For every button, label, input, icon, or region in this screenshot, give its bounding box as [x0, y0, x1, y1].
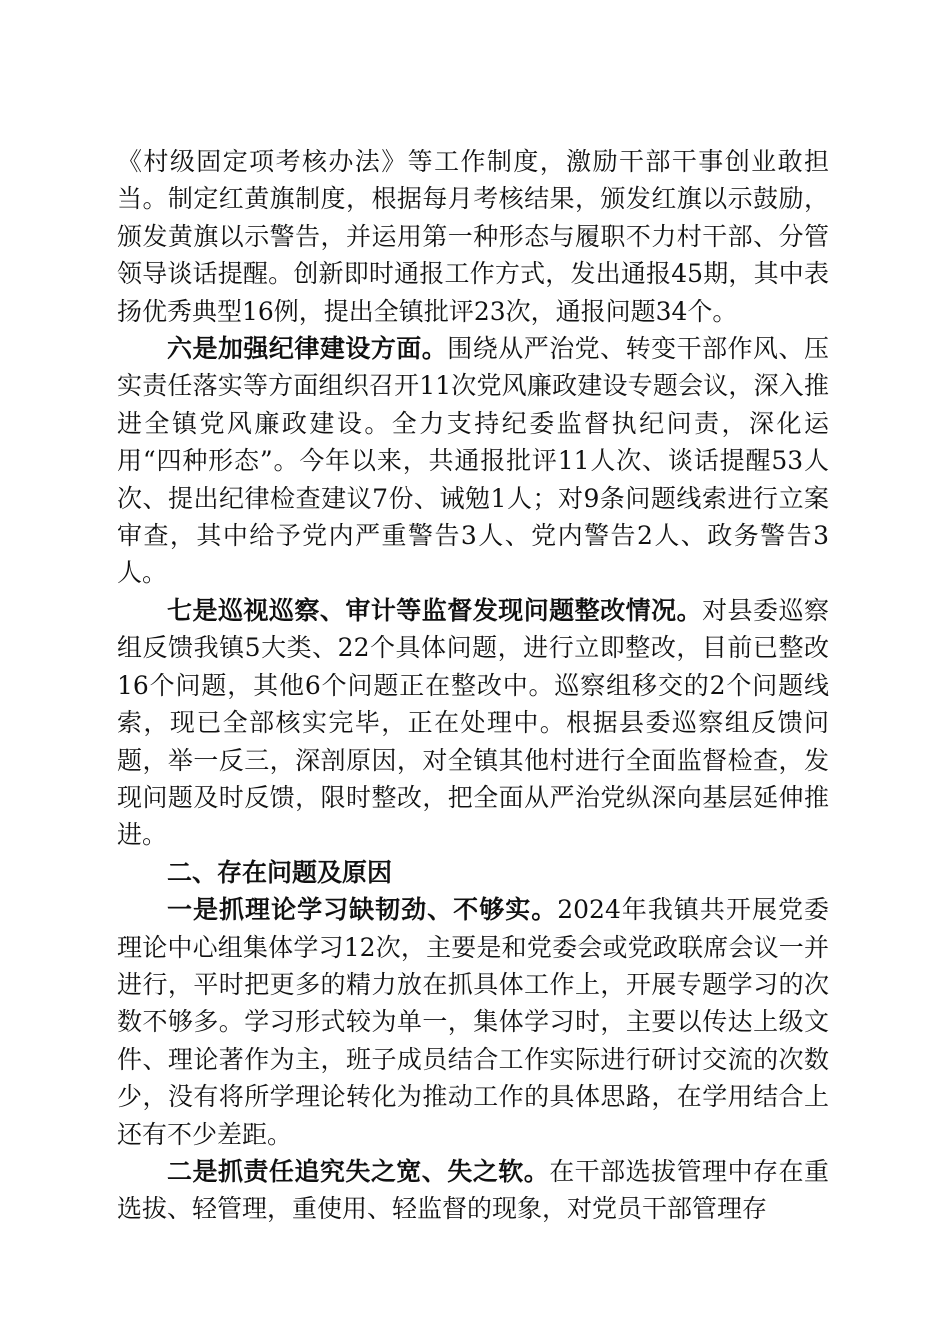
paragraph-continuation — [117, 143, 829, 330]
document-body — [117, 143, 829, 1228]
paragraph-inspection-rectification — [117, 592, 829, 854]
paragraph-text: 2024年我镇共开展党委理论中心组集体学习12次，主要是和党委会或党政联席会议一并进行，平时把更多的精力放在抓具体工作上，开展专题学习的次数不够多。学习形式较为单一，集体学习时，主要以传达上级文件、理论著作为主，班子成员结合工作实际进行研讨交流的次数少，没有将所学理论转化为推动工作的具体思路，在学用结合上还有不少差距。 — [117, 895, 829, 1149]
paragraph-accountability — [117, 1153, 829, 1228]
paragraph-text: 围绕从严治党、转变干部作风、压实责任落实等方面组织召开11次党风廉政建设专题会议，深入推进全镇党风廉政建设。全力支持纪委监督执纪问责，深化运用“四种形态”。今年以来，共通报批评11人次、谈话提醒53人次、提出纪律检查建议7份、诫勉1人；对9条问题线索进行立案审查，其中给予党内严重警告3人、党内警告2人、政务警告3人。 — [117, 334, 829, 588]
paragraph-lead: 二是抓责任追究失之宽、失之软。 — [167, 1156, 550, 1186]
paragraph-text: 《村级固定项考核办法》等工作制度，激励干部干事创业敢担当。制定红黄旗制度，根据每月考核结果，颁发红旗以示鼓励，颁发黄旗以示警告，并运用第一种形态与履职不力村干部、分管领导谈话提醒。创新即时通报工作方式，发出通报45期，其中表扬优秀典型16例，提出全镇批评23次，通报问题34个。 — [117, 147, 829, 326]
paragraph-text: 对县委巡察组反馈我镇5大类、22个具体问题，进行立即整改，目前已整改16个问题，其他6个问题正在整改中。巡察组移交的2个问题线索，现已全部核实完毕，正在处理中。根据县委巡察组反馈问题，举一反三，深剖原因，对全镇其他村进行全面监督检查，发现问题及时反馈，限时整改，把全面从严治党纵深向基层延伸推进。 — [117, 595, 829, 850]
paragraph-lead: 六是加强纪律建设方面。 — [167, 334, 448, 364]
paragraph-theory-study — [117, 891, 829, 1153]
paragraph-discipline-building — [117, 330, 829, 592]
paragraph-lead: 一是抓理论学习缺韧劲、不够实。 — [167, 895, 558, 925]
paragraph-lead: 七是巡视巡察、审计等监督发现问题整改情况。 — [167, 595, 703, 625]
section-heading: 二、存在问题及原因 — [167, 857, 393, 887]
paragraph-text: 在干部选拔管理中存在重选拔、轻管理，重使用、轻监督的现象，对党员干部管理存 — [117, 1156, 829, 1224]
